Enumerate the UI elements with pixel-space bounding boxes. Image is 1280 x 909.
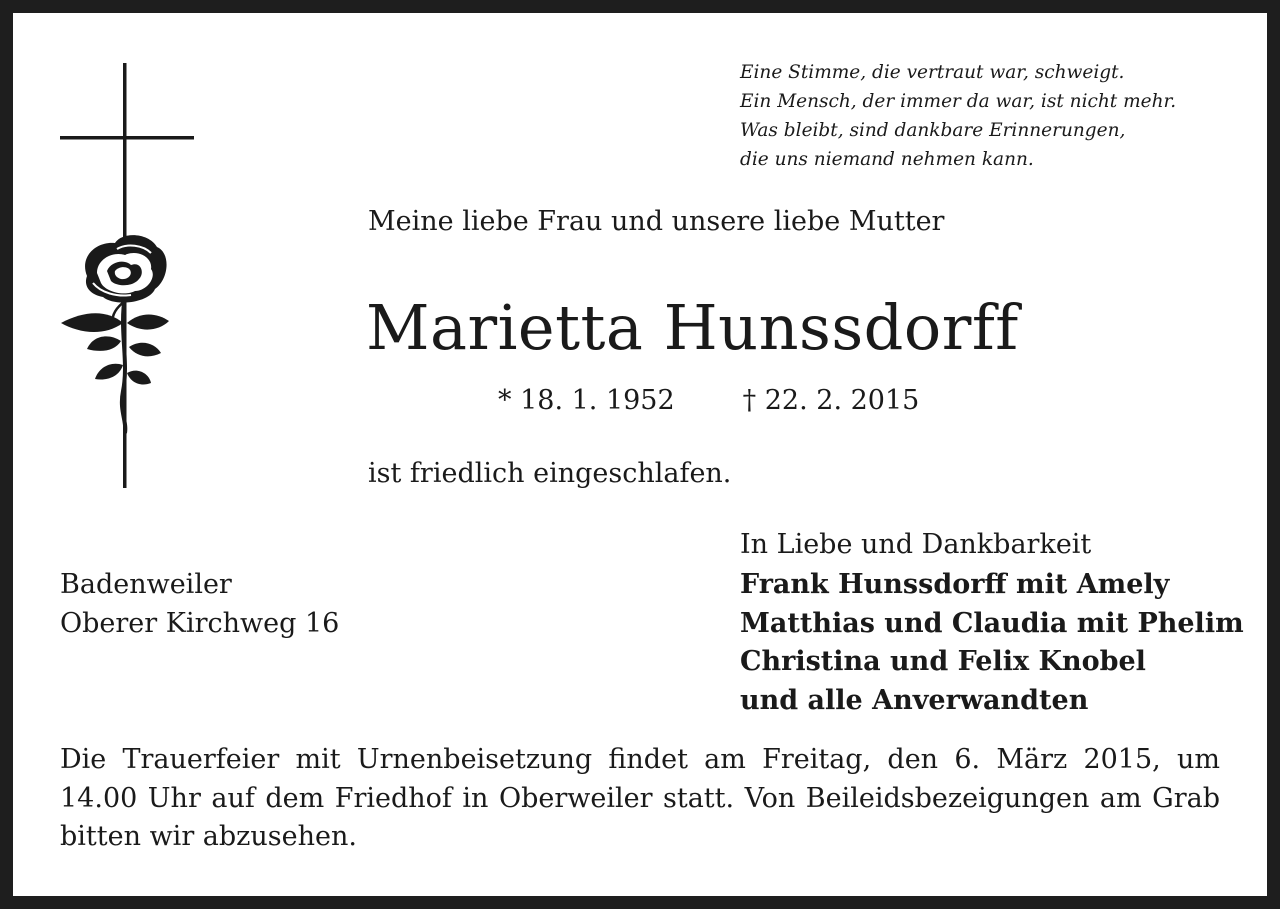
poem <box>740 58 1176 174</box>
family-member: Christina und Felix Knobel <box>740 646 1146 677</box>
birth-date: * 18. 1. 1952 <box>498 385 675 416</box>
poem-line: Was bleibt, sind dankbare Erinnerungen, <box>740 120 1126 141</box>
obituary-card <box>13 13 1267 896</box>
passing-text: ist friedlich eingeschlafen. <box>368 458 732 489</box>
poem-line: Ein Mensch, der immer da war, ist nicht mehr. <box>740 91 1177 112</box>
poem-line: die uns niemand nehmen kann. <box>740 149 1034 170</box>
deceased-name: Marietta Hunssdorff <box>366 291 1019 364</box>
poem-line: Eine Stimme, die vertraut war, schweigt. <box>740 62 1125 83</box>
family-member: Matthias und Claudia mit Phelim <box>740 607 1244 639</box>
funeral-notice: Die Trauerfeier mit Urnenbeisetzung findet am Freitag, den 6. März 2015, um 14.00 Uhr auf dem Friedhof in Oberweiler statt. Von Beileidsbezeigungen am Grab bitten wir abzusehen. <box>60 744 1220 852</box>
death-date: † 22. 2. 2015 <box>742 385 920 416</box>
family-list <box>740 566 1244 720</box>
family-member: Frank Hunssdorff mit Amely <box>740 569 1170 600</box>
cross-with-rose-icon <box>57 61 197 491</box>
life-dates <box>498 385 919 416</box>
address-block <box>60 566 339 643</box>
family-member: und alle Anverwandten <box>740 684 1089 716</box>
address-city: Badenweiler <box>60 569 232 600</box>
address-street: Oberer Kirchweg 16 <box>60 607 340 639</box>
closing-text: In Liebe und Dankbarkeit <box>740 529 1092 560</box>
intro-text: Meine liebe Frau und unsere liebe Mutter <box>368 206 945 237</box>
